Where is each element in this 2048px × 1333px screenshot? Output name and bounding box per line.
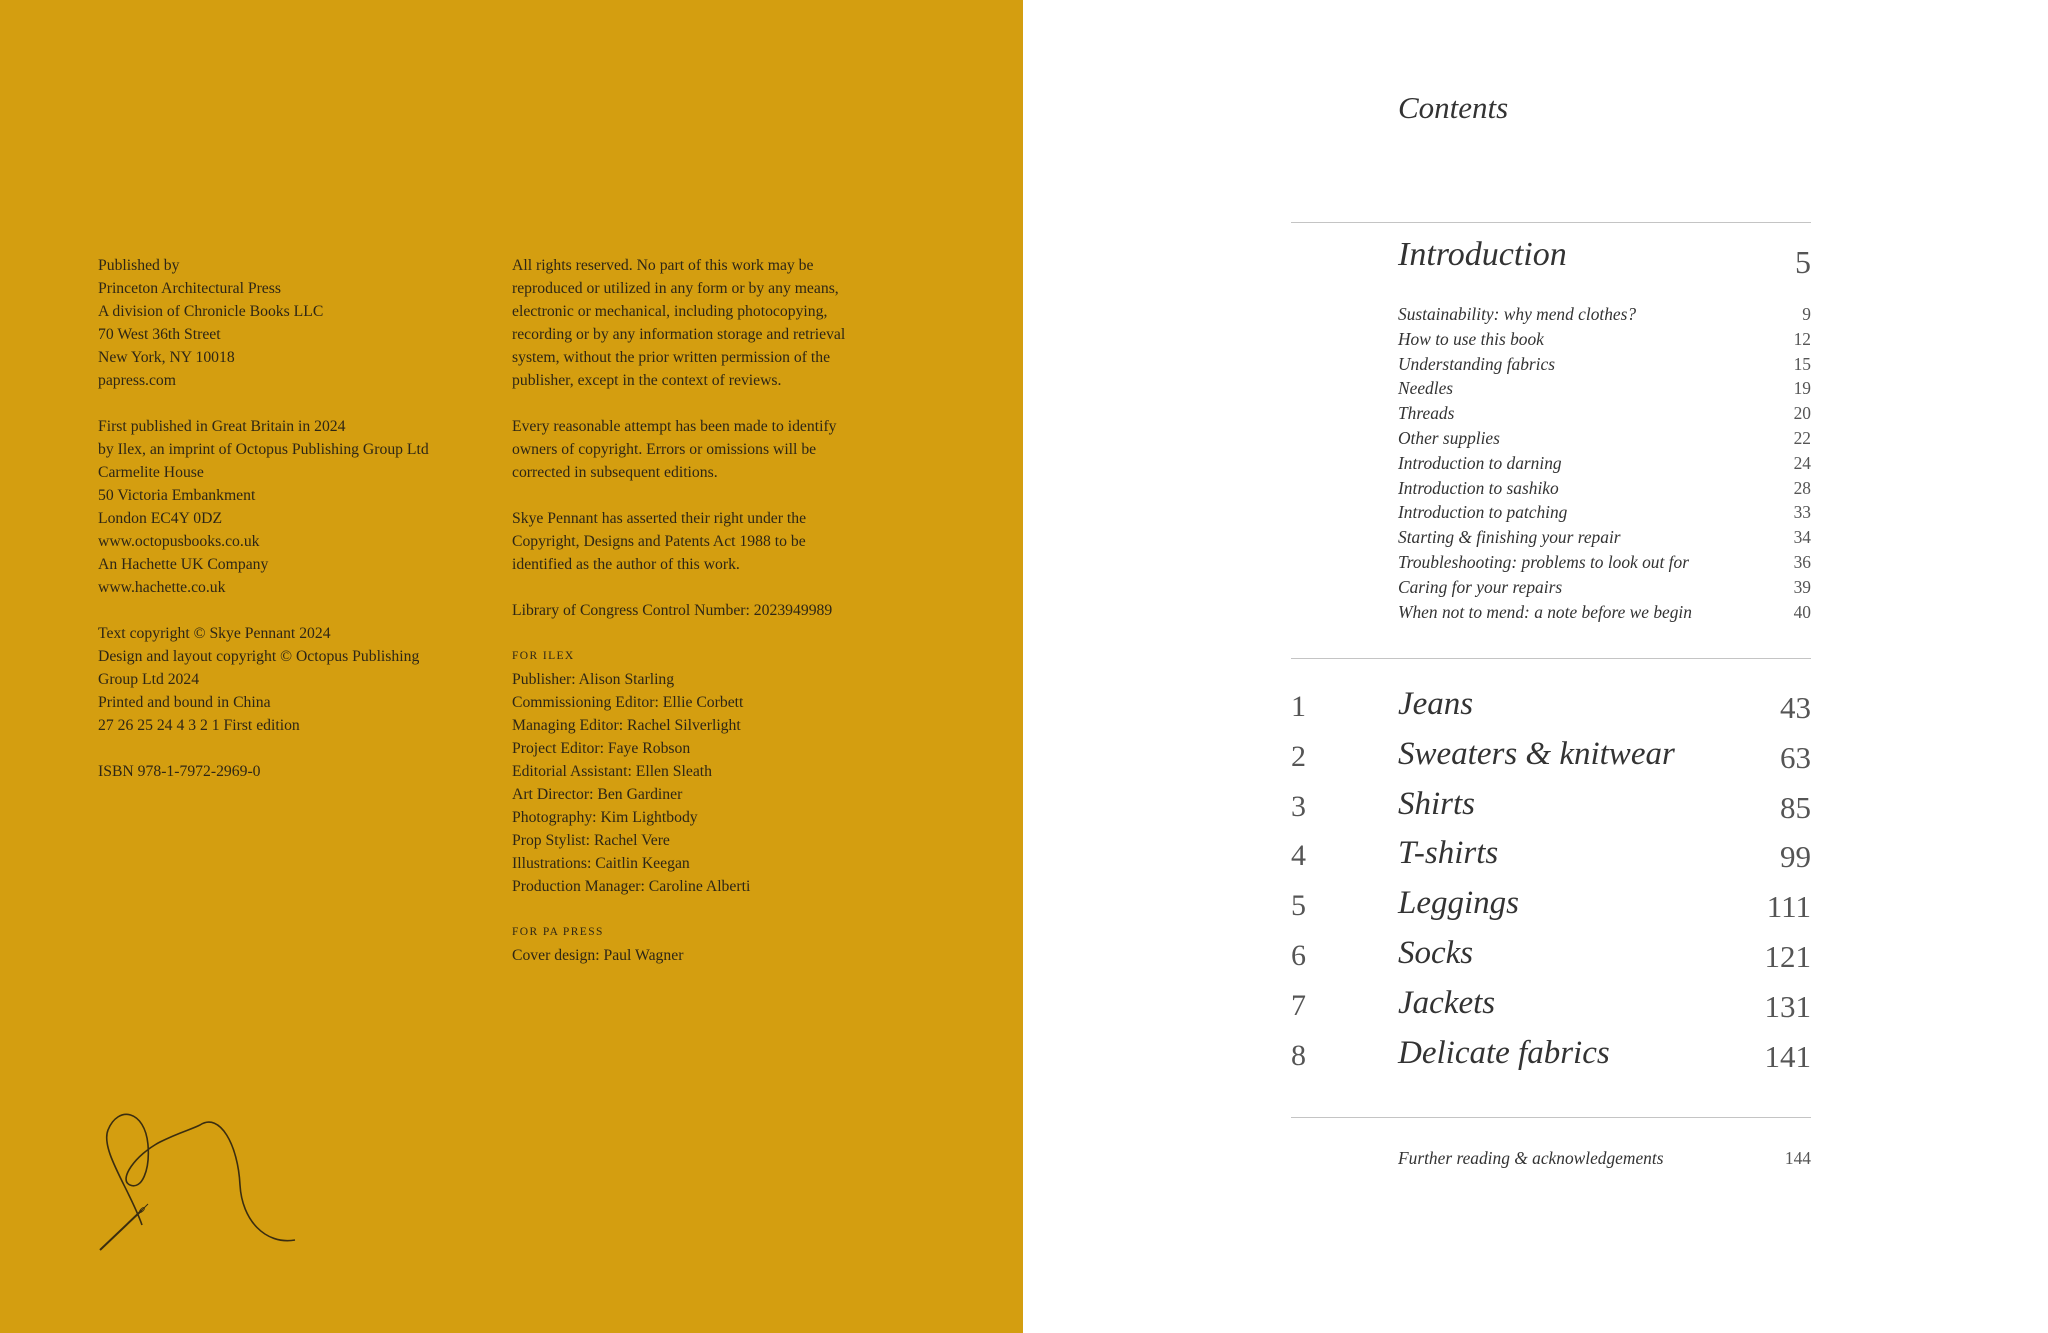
toc-subsection-title: Starting & finishing your repair: [1398, 527, 1621, 548]
toc-subsection-page: 36: [1793, 551, 1811, 572]
imprint-line: Production Manager: Caroline Alberti: [512, 878, 751, 895]
divider: [1291, 658, 1811, 659]
chapter-page: 121: [1764, 938, 1811, 974]
toc-subsection-page: 33: [1793, 502, 1811, 523]
toc-subsection-page: 20: [1793, 403, 1811, 424]
imprint-line: Design and layout copyright © Octopus Publishing: [98, 648, 420, 665]
chapter-entry: [1291, 985, 1811, 1035]
toc-subsection-title: Threads: [1398, 403, 1455, 424]
imprint-line: Project Editor: Faye Robson: [512, 740, 691, 757]
imprint-line: Cover design: Paul Wagner: [512, 947, 684, 964]
toc-subsection-page: 9: [1802, 304, 1811, 324]
imprint-line: An Hachette UK Company: [98, 556, 269, 573]
toc-subsection: [1398, 476, 1811, 501]
publisher-details: [98, 254, 429, 783]
imprint-line: Photography: Kim Lightbody: [512, 809, 698, 826]
paragraph-gap: [512, 576, 845, 599]
chapter-number: 8: [1291, 1038, 1306, 1072]
toc-subsection: [1398, 426, 1811, 451]
rights-and-credits: [512, 254, 845, 967]
toc-subsection-title: How to use this book: [1398, 328, 1544, 349]
chapter-number: 3: [1291, 789, 1306, 823]
imprint-line: Printed and bound in China: [98, 694, 271, 711]
toc-subsection-title: Needles: [1398, 378, 1454, 399]
imprint-line: New York, NY 10018: [98, 349, 235, 366]
chapter-number: 2: [1291, 739, 1306, 773]
imprint-line: Managing Editor: Rachel Silverlight: [512, 717, 741, 734]
chapter-list: [1291, 686, 1811, 1084]
further-reading-page: 144: [1784, 1148, 1811, 1168]
imprint-line: Every reasonable attempt has been made to identify: [512, 418, 837, 435]
chapter-title: T-shirts: [1398, 835, 1499, 872]
toc-subsection: [1398, 500, 1811, 525]
chapter-number: 6: [1291, 938, 1306, 972]
chapter-page: 43: [1780, 690, 1811, 725]
imprint-line: Copyright, Designs and Patents Act 1988 to be: [512, 533, 806, 550]
needle-and-thread-icon: [70, 1050, 310, 1290]
imprint-line: recording or by any information storage and retrieval: [512, 326, 846, 343]
toc-subsection: [1398, 600, 1811, 625]
toc-subsection-page: 28: [1793, 477, 1811, 498]
imprint-line: A division of Chronicle Books LLC: [98, 303, 324, 320]
toc-subsection-page: 15: [1793, 353, 1811, 374]
further-reading-title: Further reading & acknowledgements: [1398, 1148, 1664, 1168]
introduction-subsection-list: [1398, 302, 1811, 624]
credits-subheading: FOR PA PRESS: [512, 926, 604, 938]
imprint-line: owners of copyright. Errors or omissions will be: [512, 441, 817, 458]
toc-subsection: [1398, 451, 1811, 476]
chapter-number: 7: [1291, 988, 1306, 1022]
imprint-line: Prop Stylist: Rachel Vere: [512, 832, 670, 849]
paragraph-gap: [512, 622, 845, 645]
toc-subsection: [1398, 575, 1811, 600]
imprint-line: publisher, except in the context of reviews.: [512, 372, 782, 389]
toc-subsection-title: When not to mend: a note before we begin: [1398, 601, 1692, 622]
divider: [1291, 1117, 1811, 1118]
imprint-line: www.octopusbooks.co.uk: [98, 533, 260, 550]
imprint-line: Commissioning Editor: Ellie Corbett: [512, 694, 744, 711]
contents-heading: Contents: [1398, 90, 1509, 125]
toc-subsection: [1398, 525, 1811, 550]
chapter-title: Jackets: [1398, 984, 1496, 1021]
imprint-line: Publisher: Alison Starling: [512, 671, 675, 688]
imprint-line: corrected in subsequent editions.: [512, 464, 718, 481]
chapter-page: 99: [1780, 839, 1811, 875]
chapter-title: Jeans: [1398, 686, 1474, 722]
imprint-line: Princeton Architectural Press: [98, 280, 281, 297]
further-reading-entry: [1398, 1148, 1811, 1172]
imprint-line: 50 Victoria Embankment: [98, 487, 256, 504]
chapter-entry: [1291, 736, 1811, 786]
chapter-page: 63: [1780, 739, 1811, 775]
toc-subsection-title: Introduction to sashiko: [1398, 477, 1559, 498]
toc-subsection: [1398, 376, 1811, 401]
imprint-line: Group Ltd 2024: [98, 671, 200, 688]
imprint-line: electronic or mechanical, including photocopying,: [512, 303, 828, 320]
toc-subsection-page: 39: [1793, 576, 1811, 597]
toc-subsection-title: Troubleshooting: problems to look out for: [1398, 551, 1689, 572]
toc-subsection-page: 24: [1793, 452, 1811, 473]
imprint-line: Carmelite House: [98, 464, 204, 481]
chapter-number: 1: [1291, 690, 1306, 723]
introduction-title: Introduction: [1398, 236, 1567, 273]
chapter-page: 111: [1766, 889, 1811, 925]
imprint-line: reproduced or utilized in any form or by any means,: [512, 280, 839, 297]
paragraph-gap: [98, 599, 429, 622]
introduction-page-number: 5: [1795, 244, 1811, 280]
chapter-page: 131: [1764, 988, 1811, 1024]
chapter-title: Sweaters & knitwear: [1398, 735, 1675, 772]
paragraph-gap: [512, 392, 845, 415]
chapter-entry: [1291, 835, 1811, 885]
imprint-line: 27 26 25 24 4 3 2 1 First edition: [98, 717, 300, 734]
imprint-line: Text copyright © Skye Pennant 2024: [98, 625, 331, 642]
imprint-line: 70 West 36th Street: [98, 326, 221, 343]
chapter-title: Shirts: [1398, 785, 1476, 822]
chapter-page: 141: [1764, 1038, 1811, 1074]
chapter-page: 85: [1780, 789, 1811, 825]
chapter-title: Leggings: [1398, 885, 1520, 922]
credits-subheading: FOR ILEX: [512, 650, 575, 662]
toc-subsection: [1398, 302, 1811, 327]
imprint-line: Illustrations: Caitlin Keegan: [512, 855, 690, 872]
chapter-title: Delicate fabrics: [1398, 1034, 1610, 1071]
imprint-line: London EC4Y 0DZ: [98, 510, 223, 527]
toc-subsection-title: Introduction to patching: [1398, 502, 1568, 523]
chapter-entry: [1291, 935, 1811, 985]
imprint-line: Skye Pennant has asserted their right under the: [512, 510, 807, 527]
contents-page: [1023, 0, 2048, 1333]
toc-subsection-page: 34: [1793, 527, 1811, 548]
toc-subsection-title: Understanding fabrics: [1398, 353, 1555, 374]
paragraph-gap: [512, 484, 845, 507]
chapter-number: 5: [1291, 889, 1306, 923]
toc-subsection-title: Sustainability: why mend clothes?: [1398, 304, 1637, 324]
imprint-line: ISBN 978-1-7972-2969-0: [98, 763, 261, 780]
imprint-line: All rights reserved. No part of this work may be: [512, 257, 814, 274]
chapter-entry: [1291, 1035, 1811, 1085]
toc-subsection-title: Other supplies: [1398, 427, 1500, 448]
imprint-line: papress.com: [98, 372, 176, 389]
imprint-line: First published in Great Britain in 2024: [98, 418, 346, 435]
imprint-line: Editorial Assistant: Ellen Sleath: [512, 763, 712, 780]
toc-subsection: [1398, 327, 1811, 352]
toc-subsection: [1398, 401, 1811, 426]
imprint-line: identified as the author of this work.: [512, 556, 740, 573]
imprint-line: system, without the prior written permission of the: [512, 349, 831, 366]
chapter-entry: [1291, 885, 1811, 935]
copyright-page: [0, 0, 1023, 1333]
toc-subsection-page: 40: [1793, 601, 1811, 622]
toc-subsection-title: Introduction to darning: [1398, 452, 1562, 473]
imprint-line: Published by: [98, 257, 180, 274]
chapter-entry: [1291, 686, 1811, 736]
imprint-line: Art Director: Ben Gardiner: [512, 786, 683, 803]
imprint-line: by Ilex, an imprint of Octopus Publishing Group Ltd: [98, 441, 429, 458]
paragraph-gap: [98, 392, 429, 415]
toc-subsection-page: 12: [1793, 328, 1811, 349]
paragraph-gap: [512, 898, 845, 921]
toc-subsection: [1398, 352, 1811, 377]
toc-subsection-title: Caring for your repairs: [1398, 576, 1563, 597]
imprint-line: www.hachette.co.uk: [98, 579, 226, 596]
toc-subsection: [1398, 550, 1811, 575]
paragraph-gap: [98, 737, 429, 760]
imprint-line: Library of Congress Control Number: 2023949989: [512, 602, 833, 619]
chapter-number: 4: [1291, 839, 1306, 873]
chapter-entry: [1291, 786, 1811, 836]
chapter-title: Socks: [1398, 934, 1474, 971]
toc-subsection-page: 19: [1793, 378, 1811, 399]
toc-subsection-page: 22: [1793, 427, 1811, 448]
divider: [1291, 222, 1811, 223]
